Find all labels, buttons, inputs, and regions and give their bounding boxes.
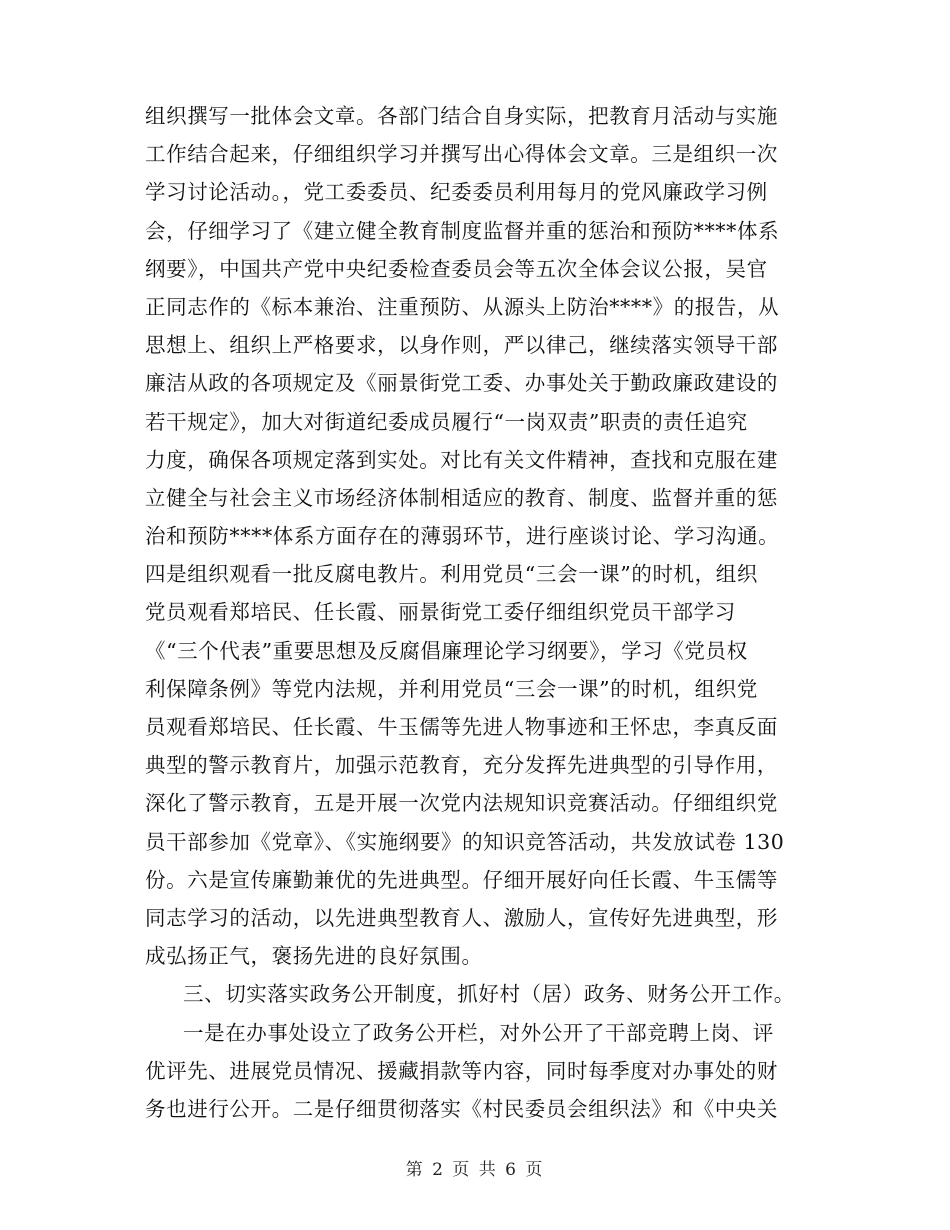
text-line: 党员观看郑培民、任长霞、丽景街党工委仔细组织党员干部学习 — [145, 600, 736, 625]
text-line: 工作结合起来，仔细组织学习并撰写出心得体会文章。三是组织一次 — [145, 142, 778, 167]
text-line: 同志学习的活动，以先进典型教育人、激励人，宣传好先进典型，形 — [145, 905, 778, 930]
text-line: 一是在办事处设立了政务公开栏，对外公开了干部竞聘上岗、评 — [183, 1020, 774, 1045]
text-line: 务也进行公开。二是仔细贯彻落实《村民委员会组织法》和《中央关 — [145, 1096, 778, 1121]
text-line: 会，仔细学习了《建立健全教育制度监督并重的惩治和预防****体系 — [145, 218, 780, 243]
text-line: 组织撰写一批体会文章。各部门结合自身实际，把教育月活动与实施 — [145, 104, 778, 128]
text-line: 力度，确保各项规定落到实处。对比有关文件精神，查找和克服在建 — [145, 447, 778, 472]
text-line: 优评先、进展党员情况、援藏捐款等内容，同时每季度对办事处的财 — [145, 1058, 778, 1083]
text-line: 立健全与社会主义市场经济体制相适应的教育、制度、监督并重的惩 — [145, 485, 778, 510]
text-line: 成弘扬正气，褒扬先进的良好氛围。 — [145, 944, 483, 969]
body-text — [145, 97, 825, 1128]
text-line: 员干部参加《党章》、《实施纲要》的知识竞答活动，共发放试卷 130 — [145, 829, 785, 854]
text-line: 治和预防****体系方面存在的薄弱环节，进行座谈讨论、学习沟通。 — [145, 524, 780, 549]
text-line: 典型的警示教育片，加强示范教育，充分发挥先进典型的引导作用， — [145, 753, 778, 778]
text-line: 员观看郑培民、任长霞、牛玉儒等先进人物事迹和王怀忠，李真反面 — [145, 715, 778, 739]
text-line: 正同志作的《标本兼治、注重预防、从源头上防治****》的报告，从 — [145, 294, 780, 319]
text-line: 《“三个代表”重要思想及反腐倡廉理论学习纲要》，学习《党员权 — [145, 638, 748, 663]
text-line: 廉洁从政的各项规定及《丽景街党工委、办事处关于勤政廉政建设的 — [145, 371, 778, 396]
text-line: 四是组织观看一批反腐电教片。利用党员“三会一课”的时机，组织 — [145, 562, 758, 587]
section-heading: 三、切实落实政务公开制度，抓好村（居）政务、财务公开工作。 — [183, 982, 795, 1007]
text-line: 学习讨论活动。，党工委委员、纪委委员利用每月的党风廉政学习例 — [145, 180, 768, 205]
text-line: 深化了警示教育，五是开展一次党内法规知识竞赛活动。仔细组织党 — [145, 791, 778, 816]
text-line: 份。六是宣传廉勤兼优的先进典型。仔细开展好向任长霞、牛玉儒等 — [145, 867, 778, 892]
text-line: 纲要》，中国共产党中央纪委检查委员会等五次全体会议公报，吴官 — [145, 256, 768, 281]
text-line: 若干规定》，加大对街道纪委成员履行“一岗双责”职责的责任追究 — [145, 409, 748, 434]
page-number-footer: 第 2 页 共 6 页 — [405, 1160, 545, 1180]
text-line: 利保障条例》等党内法规，并利用党员“三会一课”的时机，组织党 — [145, 676, 758, 701]
text-line: 思想上、组织上严格要求，以身作则，严以律己，继续落实领导干部 — [145, 333, 778, 358]
